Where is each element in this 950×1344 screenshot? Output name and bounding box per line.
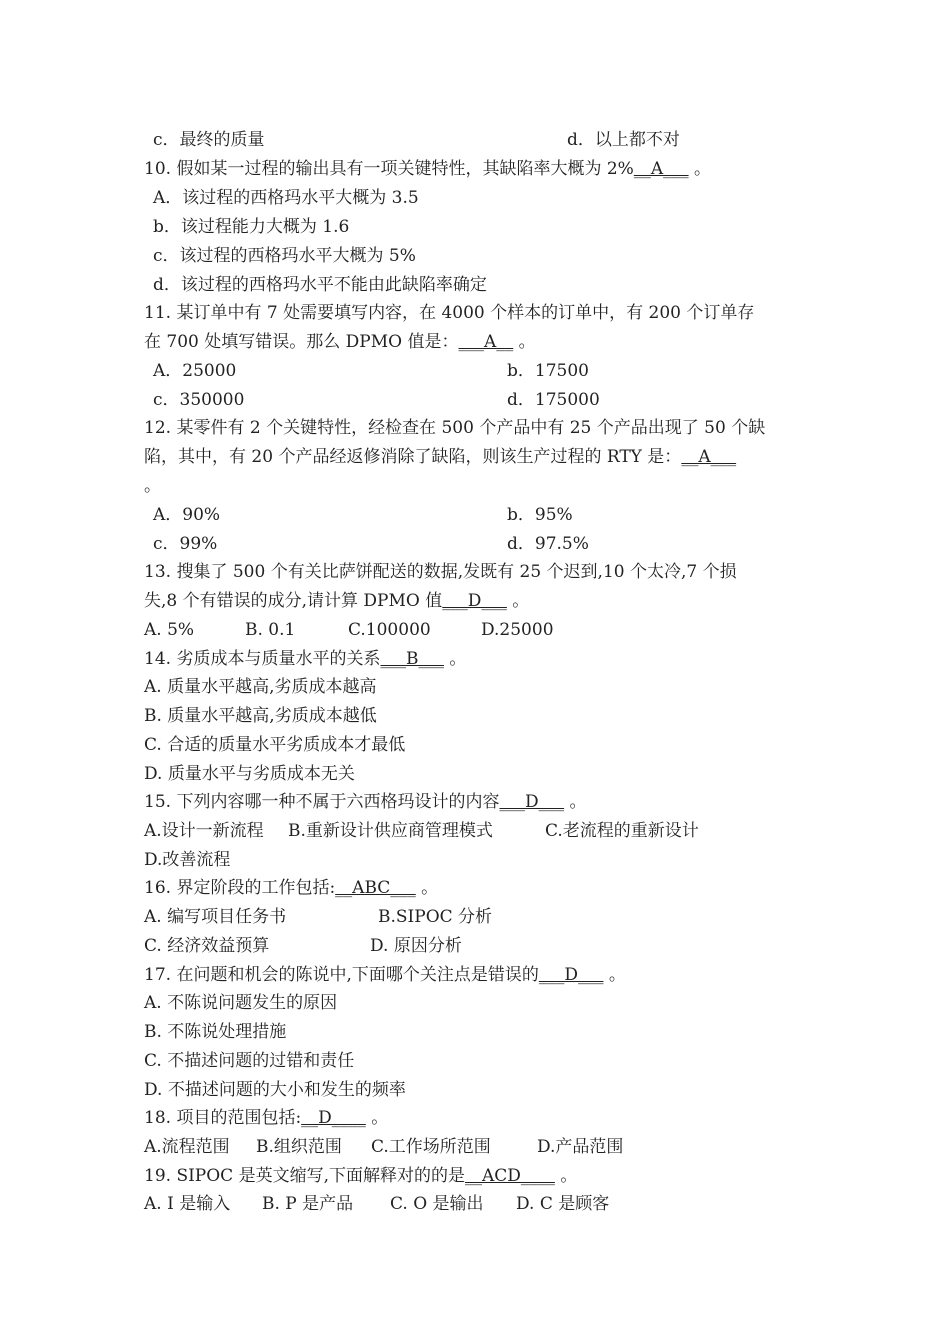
q12-stem-line3: 。 <box>144 476 161 496</box>
q13-option-a: A. 5% <box>144 620 195 640</box>
q12-answer: __A___ <box>681 447 737 467</box>
q12-stem-line1: 12. 某零件有 2 个关键特性，经检查在 500 个产品中有 25 个产品出现了 50 个缺 <box>144 418 766 438</box>
q16-option-c: C. 经济效益预算 <box>144 936 270 956</box>
q11-answer: ___A__ <box>458 332 514 352</box>
q17-option-b: B. 不陈说处理措施 <box>144 1022 287 1042</box>
q15-answer: ___D___ <box>499 792 565 812</box>
q16-option-b: B.SIPOC 分析 <box>378 907 493 927</box>
q16-option-a: A. 编写项目任务书 <box>144 907 287 927</box>
q18-answer: __D____ <box>301 1108 366 1128</box>
q13-option-c: C.100000 <box>348 620 431 640</box>
q13-stem-line1: 13. 搜集了 500 个有关比萨饼配送的数据,发既有 25 个迟到,10 个太冷,7 个损 <box>144 562 737 582</box>
q18-stem: 18. 项目的范围包括:__D____ 。 <box>144 1108 389 1128</box>
q17-option-d: D. 不描述问题的大小和发生的频率 <box>144 1080 406 1100</box>
q11-stem-line1: 11. 某订单中有 7 处需要填写内容，在 4000 个样本的订单中，有 200 个订单存 <box>144 303 755 323</box>
q10-option-d: d．该过程的西格玛水平不能由此缺陷率确定 <box>153 275 487 295</box>
q10-option-a: A．该过程的西格玛水平大概为 3.5 <box>153 188 419 208</box>
q13-answer: ___D___ <box>442 591 507 611</box>
q19-option-d: D. C 是顾客 <box>516 1194 610 1214</box>
q12-stem-line2: 陷，其中，有 20 个产品经返修消除了缺陷，则该生产过程的 RTY 是：__A___ <box>144 447 737 467</box>
q19-option-a: A. I 是输入 <box>144 1194 231 1214</box>
q18-option-a: A.流程范围 <box>144 1137 230 1157</box>
q15-option-b: B.重新设计供应商管理模式 <box>288 821 493 841</box>
q12-option-c: c．99% <box>153 534 218 554</box>
q18-option-c: C.工作场所范围 <box>371 1137 491 1157</box>
q11-option-a: A．25000 <box>153 361 237 381</box>
q17-stem: 17. 在问题和机会的陈说中,下面哪个关注点是错误的___D___ 。 <box>144 965 626 985</box>
q14-option-d: D. 质量水平与劣质成本无关 <box>144 764 355 784</box>
q14-answer: ___B___ <box>380 649 444 669</box>
q18-option-b: B.组织范围 <box>256 1137 342 1157</box>
q10-option-b: b．该过程能力大概为 1.6 <box>153 217 350 237</box>
q13-stem-line2: 失,8 个有错误的成分,请计算 DPMO 值___D___ 。 <box>144 591 530 611</box>
q17-option-c: C. 不描述问题的过错和责任 <box>144 1051 355 1071</box>
q15-option-d: D.改善流程 <box>144 850 231 870</box>
q18-option-d: D.产品范围 <box>537 1137 624 1157</box>
q19-option-b: B. P 是产品 <box>262 1194 354 1214</box>
q10-option-c: c．该过程的西格玛水平大概为 5% <box>153 246 416 266</box>
q12-option-d: d．97.5% <box>507 534 589 554</box>
q10-stem: 10. 假如某一过程的输出具有一项关键特性，其缺陷率大概为 2%__A___ 。 <box>144 159 711 179</box>
q14-option-b: B. 质量水平越高,劣质成本越低 <box>144 706 377 726</box>
q13-option-d: D.25000 <box>481 620 554 640</box>
q15-stem: 15. 下列内容哪一种不属于六西格玛设计的内容___D___ 。 <box>144 792 587 812</box>
q11-stem-line2: 在 700 处填写错误。那么 DPMO 值是：___A__ 。 <box>144 332 536 352</box>
q12-option-a: A．90% <box>153 505 221 525</box>
q16-option-d: D. 原因分析 <box>370 936 462 956</box>
q9-option-c: c．最终的质量 <box>153 130 265 150</box>
q13-option-b: B. 0.1 <box>245 620 296 640</box>
q9-option-d: d．以上都不对 <box>567 130 680 150</box>
q19-answer: __ACD____ <box>465 1166 555 1186</box>
q14-stem: 14. 劣质成本与质量水平的关系___B___ 。 <box>144 649 467 669</box>
q19-option-c: C. O 是输出 <box>390 1194 484 1214</box>
q14-option-a: A. 质量水平越高,劣质成本越高 <box>144 677 377 697</box>
q11-option-d: d．175000 <box>507 390 600 410</box>
q16-answer: __ABC___ <box>335 878 416 898</box>
q11-option-b: b．17500 <box>507 361 589 381</box>
q17-option-a: A. 不陈说问题发生的原因 <box>144 993 338 1013</box>
q17-answer: ___D___ <box>538 965 604 985</box>
q19-stem: 19. SIPOC 是英文缩写,下面解释对的的是__ACD____ 。 <box>144 1166 578 1186</box>
q12-option-b: b．95% <box>507 505 573 525</box>
q16-stem: 16. 界定阶段的工作包括:__ABC___ 。 <box>144 878 439 898</box>
q10-answer: __A___ <box>633 159 689 179</box>
q11-option-c: c．350000 <box>153 390 245 410</box>
q15-option-a: A.设计一新流程 <box>144 821 264 841</box>
q15-option-c: C.老流程的重新设计 <box>545 821 699 841</box>
q9-option-c-line <box>153 130 265 150</box>
q14-option-c: C. 合适的质量水平劣质成本才最低 <box>144 735 406 755</box>
